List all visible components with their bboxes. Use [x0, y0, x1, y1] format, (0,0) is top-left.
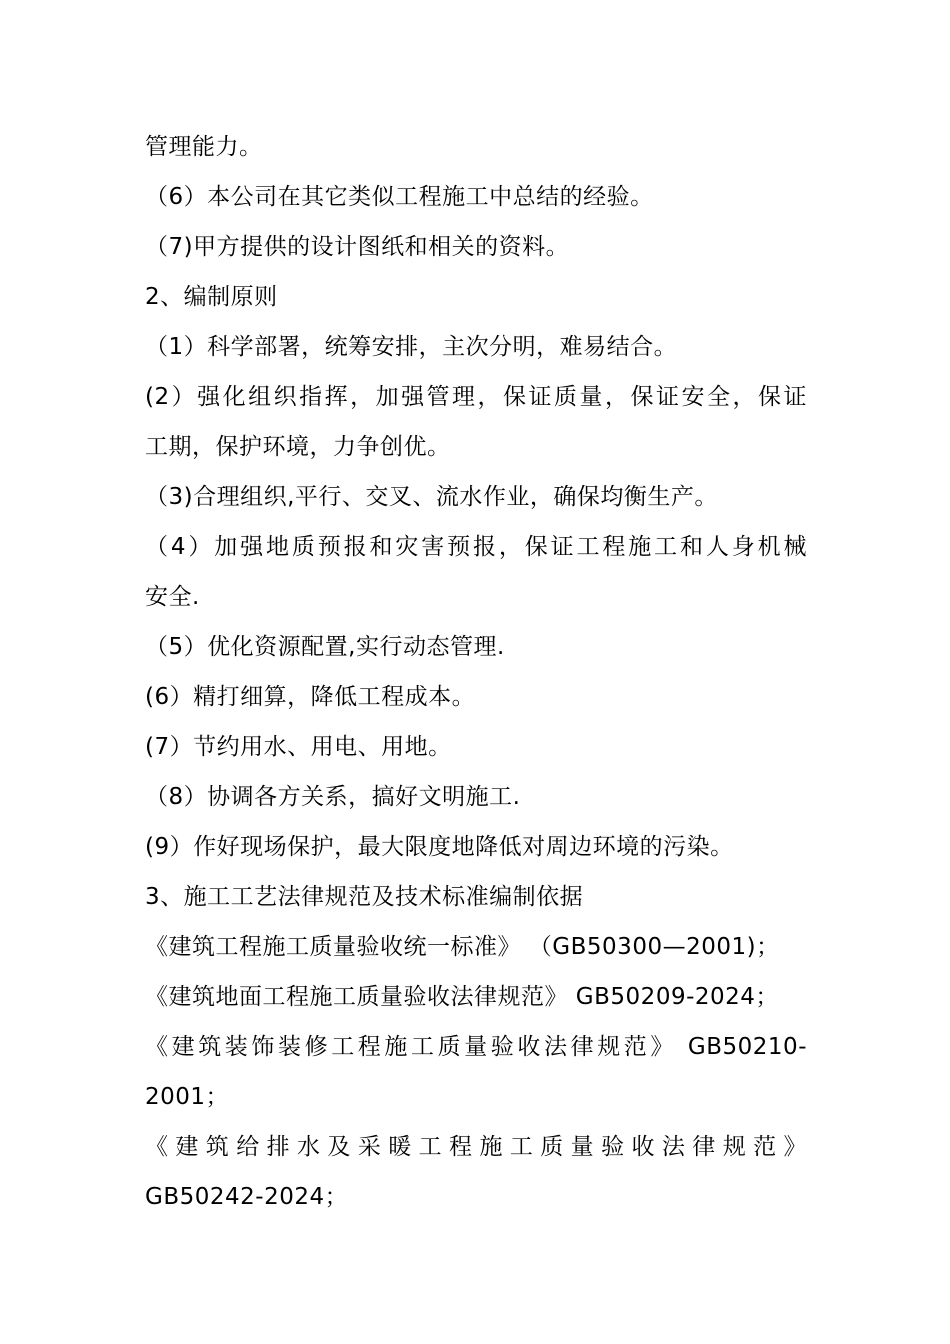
text-line: 《建筑给排水及采暖工程施工质量验收法律规范》	[145, 1134, 807, 1160]
document-page	[145, 122, 807, 1222]
text-line: (7）节约用水、用电、用地。	[145, 734, 452, 760]
text-line: （7)甲方提供的设计图纸和相关的资料。	[145, 234, 570, 260]
text-line: （3)合理组织,平行、交叉、流水作业，确保均衡生产。	[145, 484, 718, 510]
text-line: (9）作好现场保护，最大限度地降低对周边环境的污染。	[145, 834, 734, 860]
text-line: （4）加强地质预报和灾害预报，保证工程施工和人身机械	[145, 534, 807, 560]
text-line: （5）优化资源配置,实行动态管理.	[145, 634, 505, 660]
text-line: 管理能力。	[145, 134, 263, 160]
section-heading: 2、编制原则	[145, 284, 278, 310]
text-line: (2）强化组织指挥，加强管理，保证质量，保证安全，保证	[145, 384, 807, 410]
text-line: 《建筑地面工程施工质量验收法律规范》 GB50209-2024；	[145, 984, 779, 1010]
text-line: GB50242-2024；	[145, 1184, 349, 1210]
text-line: (6）精打细算，降低工程成本。	[145, 684, 476, 710]
text-line: （6）本公司在其它类似工程施工中总结的经验。	[145, 184, 654, 210]
text-line: 《建筑装饰装修工程施工质量验收法律规范》 GB50210-	[145, 1034, 807, 1060]
text-line: （1）科学部署，统筹安排，主次分明，难易结合。	[145, 334, 678, 360]
text-line: 2001；	[145, 1084, 230, 1110]
text-line: 工期，保护环境，力争创优。	[145, 434, 451, 460]
text-line: （8）协调各方关系，搞好文明施工.	[145, 784, 521, 810]
text-line: 安全.	[145, 584, 200, 610]
section-heading: 3、施工工艺法律规范及技术标准编制依据	[145, 884, 584, 910]
text-line: 《建筑工程施工质量验收统一标准》 （GB50300—2001)；	[145, 934, 780, 960]
